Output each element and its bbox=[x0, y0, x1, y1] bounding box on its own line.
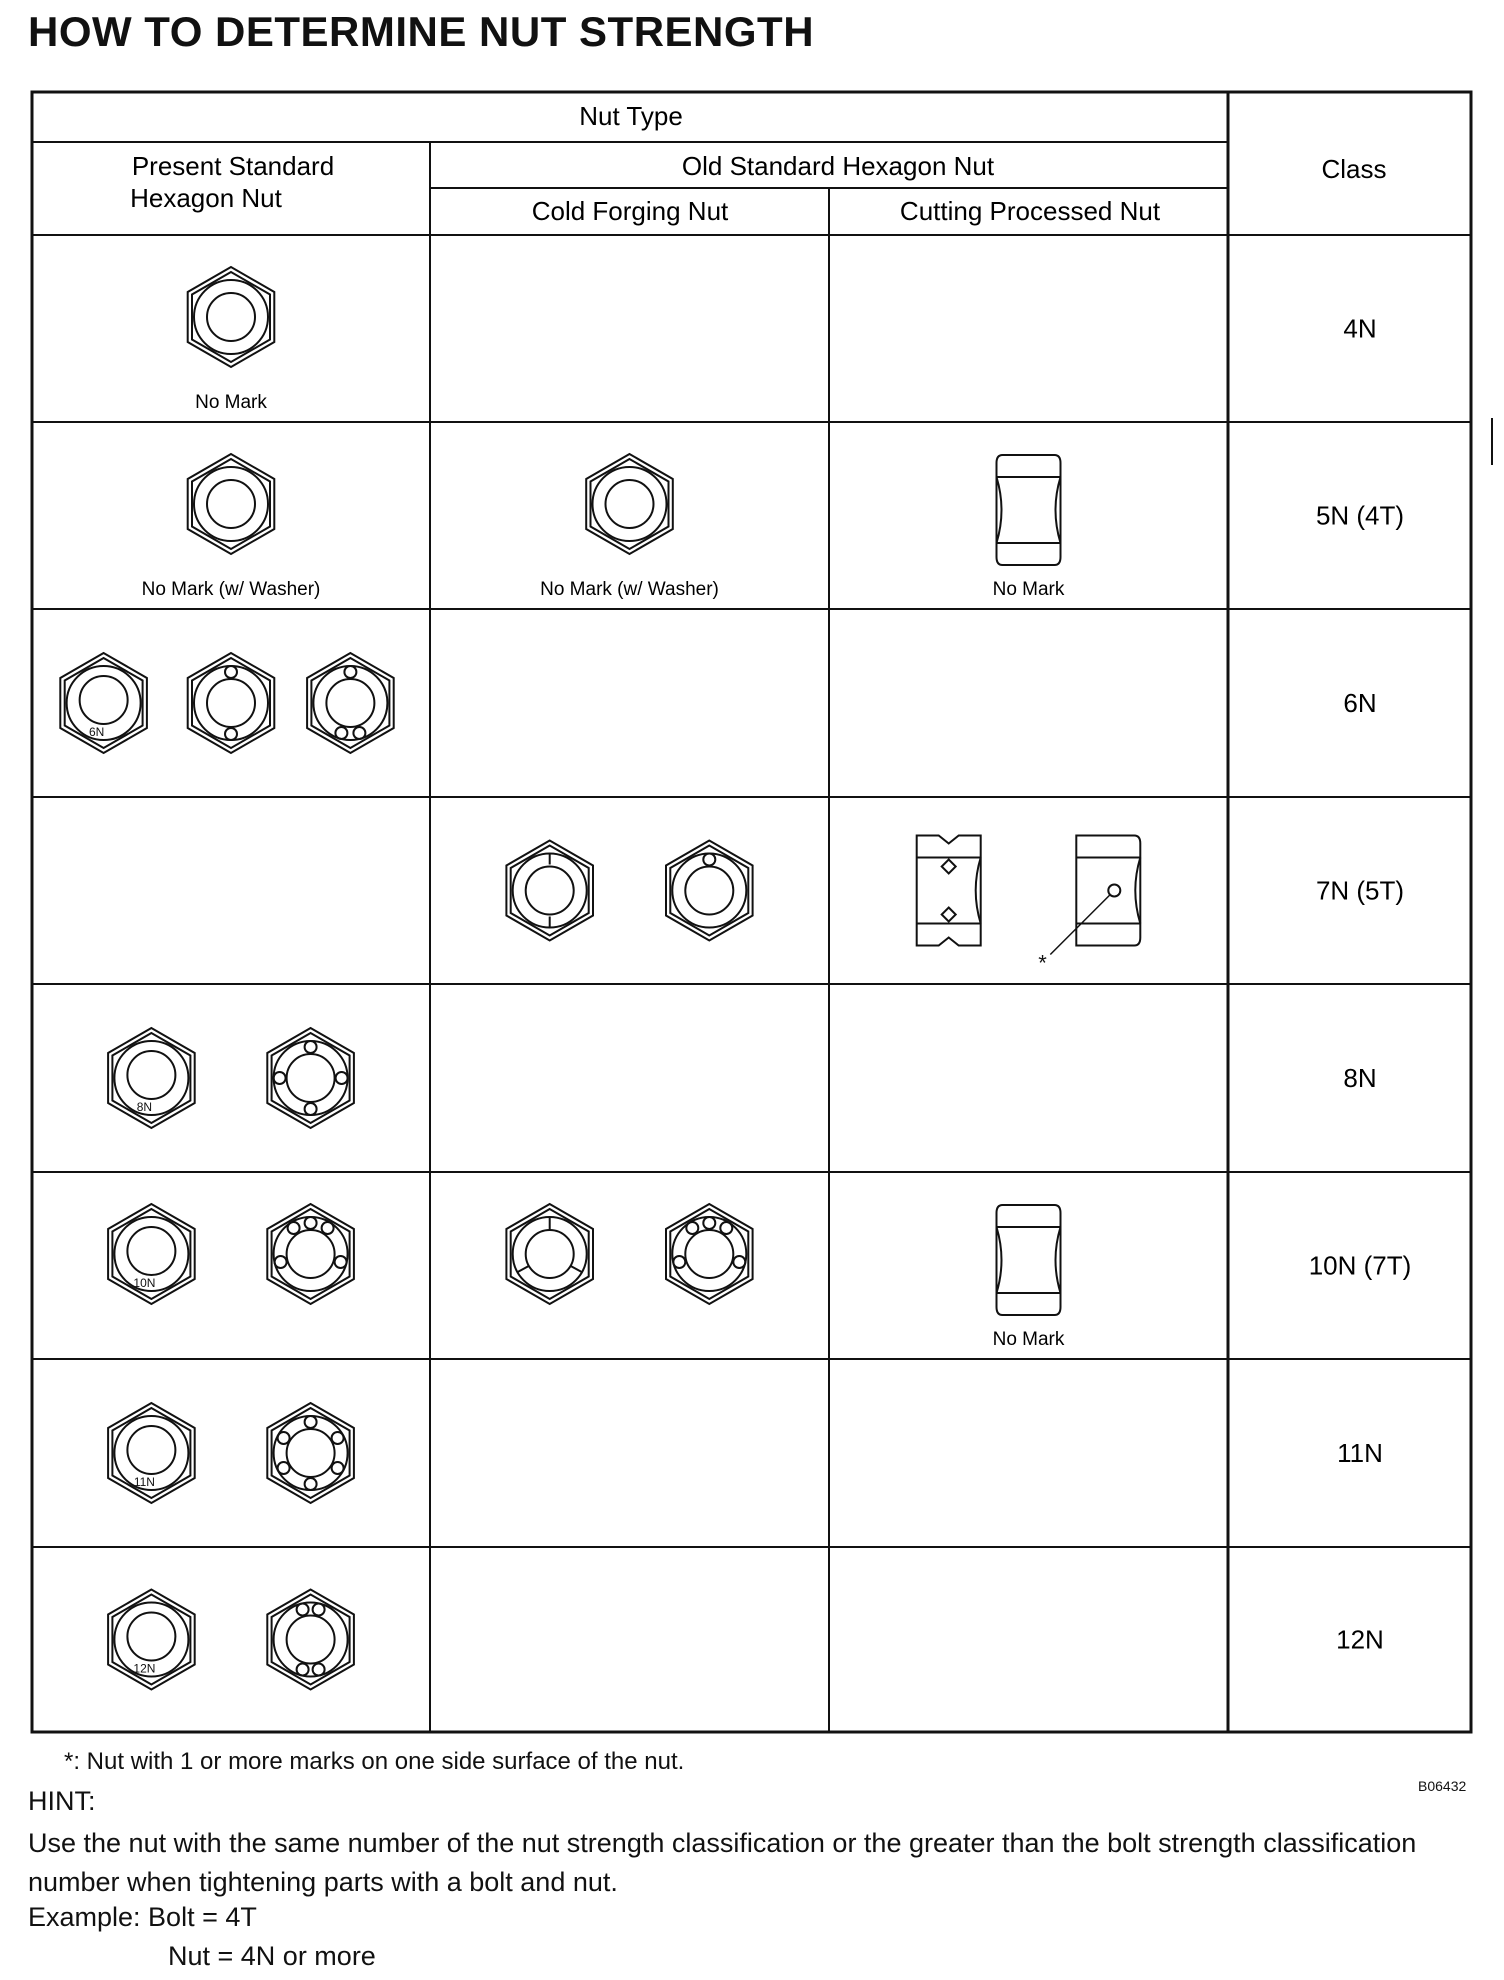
class-cell: 11N bbox=[1337, 1438, 1383, 1468]
hint-label: HINT: bbox=[28, 1786, 96, 1816]
class-cell: 5N (4T) bbox=[1315, 500, 1405, 531]
class-cell: 8N bbox=[1343, 1063, 1377, 1093]
table-row bbox=[108, 1590, 1384, 1690]
class-cell: 10N (7T) bbox=[1308, 1250, 1412, 1281]
nut-mark-label: 8N bbox=[136, 1100, 153, 1114]
table-grid bbox=[32, 92, 1471, 1732]
table-row bbox=[108, 1028, 1377, 1128]
hex-nut-none bbox=[188, 267, 275, 367]
table-row bbox=[108, 1403, 1383, 1503]
hex-nut-11N bbox=[108, 1403, 195, 1503]
header-nut-type: Nut Type bbox=[579, 101, 683, 131]
asterisk-marker: * bbox=[1038, 950, 1047, 976]
hex-nut-none bbox=[586, 454, 673, 554]
table-row bbox=[188, 267, 1377, 413]
side-nut-grooved bbox=[917, 836, 981, 946]
table-row bbox=[142, 454, 1404, 600]
hex-nut-four-dots-paired bbox=[267, 1590, 354, 1690]
side-nut-marked bbox=[1038, 836, 1140, 976]
nut-caption: No Mark (w/ Washer) bbox=[540, 579, 719, 600]
table-body bbox=[60, 267, 1411, 1690]
nut-mark-label: 6N bbox=[88, 725, 105, 739]
hex-nut-10N bbox=[108, 1204, 195, 1304]
side-nut bbox=[997, 1205, 1061, 1315]
hex-nut-six-dots bbox=[267, 1403, 354, 1503]
header-hexagon-nut: Hexagon Nut bbox=[130, 183, 282, 213]
header-cutting-processed: Cutting Processed Nut bbox=[899, 196, 1161, 226]
figure-code: B06432 bbox=[1418, 1778, 1467, 1794]
example-nut: Nut = 4N or more bbox=[168, 1941, 376, 1971]
hex-nut-four-dots bbox=[267, 1028, 354, 1128]
class-cell: 4N bbox=[1343, 313, 1377, 344]
hex-nut-three-dots bbox=[307, 653, 394, 753]
class-cell: 12N bbox=[1336, 1624, 1384, 1655]
hex-nut-8N bbox=[108, 1028, 195, 1128]
header-present-standard: Present Standard bbox=[131, 151, 335, 181]
class-cell: 6N bbox=[1343, 688, 1377, 718]
table-row bbox=[108, 1204, 1411, 1350]
header-old-standard: Old Standard Hexagon Nut bbox=[681, 151, 995, 181]
nut-mark-label: 11N bbox=[133, 1475, 155, 1489]
nut-caption: No Mark bbox=[195, 392, 267, 413]
hex-nut-three-lines bbox=[506, 1204, 593, 1304]
nut-caption: No Mark bbox=[992, 1329, 1065, 1350]
hex-nut-two-lines bbox=[506, 841, 593, 941]
table-row bbox=[506, 836, 1404, 976]
hex-nut-five-dots bbox=[267, 1204, 354, 1304]
table-header bbox=[130, 101, 1386, 226]
example-bolt: Example: Bolt = 4T bbox=[28, 1902, 257, 1932]
nut-caption: No Mark bbox=[992, 579, 1065, 600]
nut-mark-label: 12N bbox=[133, 1661, 156, 1676]
hex-nut-one-dot bbox=[666, 841, 753, 941]
header-class: Class bbox=[1321, 154, 1387, 184]
header-cold-forging: Cold Forging Nut bbox=[531, 196, 729, 226]
hex-nut-two-dots bbox=[188, 653, 275, 753]
hint-body: Use the nut with the same number of the nut strength classification or the greater than the bolt strength classification number when tightening parts with a bolt and nut. bbox=[28, 1828, 1417, 1897]
hex-nut-five-dots bbox=[666, 1204, 753, 1304]
hex-nut-12N bbox=[108, 1590, 195, 1690]
hex-nut-6N bbox=[60, 653, 147, 753]
nut-mark-label: 10N bbox=[133, 1276, 156, 1290]
page-title: HOW TO DETERMINE NUT STRENGTH bbox=[28, 8, 815, 55]
side-nut bbox=[997, 455, 1061, 565]
footnote: *: Nut with 1 or more marks on one side surface of the nut. bbox=[64, 1748, 685, 1775]
nut-caption: No Mark (w/ Washer) bbox=[141, 579, 321, 600]
table-row bbox=[60, 653, 1376, 753]
hex-nut-none bbox=[188, 454, 275, 554]
class-cell: 7N (5T) bbox=[1315, 875, 1405, 906]
